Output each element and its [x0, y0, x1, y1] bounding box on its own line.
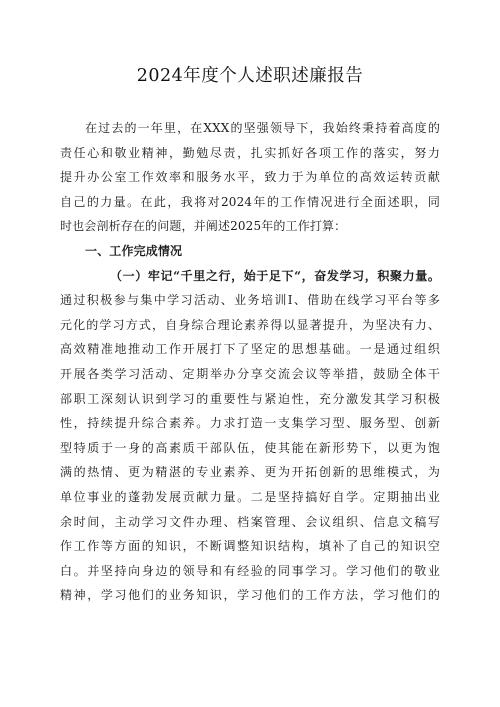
- paragraph-line: 满的热情、更为精湛的专业素养、更为开拓创新的思维模式，为: [60, 465, 440, 480]
- document-body: [60, 116, 440, 608]
- paragraph-line: 时也会剖析存在的问题，并阐述2025年的工作打算：: [60, 219, 347, 234]
- paragraph-line: 作工作等方面的知识，不断调整知识结构，填补了自己的知识空: [60, 539, 440, 554]
- paragraph-line: 在过去的一年里，在XXX的坚强领导下，我始终秉持着高度的: [85, 121, 440, 135]
- paragraph-line: 自己的力量。在此，我将对2024年的工作情况进行全面述职，同: [60, 194, 440, 209]
- paragraph-line: 元化的学习方式，自身综合理论素养得以显著提升，为坚决有力、: [60, 317, 440, 332]
- section-heading: 一、工作完成情况: [85, 243, 183, 258]
- paragraph-line: 精神，学习他们的业务知识，学习他们的工作方法，学习他们的: [60, 588, 440, 603]
- paragraph-line: 部职工深刻认识到学习的重要性与紧迫性，充分激发其学习积极: [60, 391, 440, 406]
- paragraph-line: 提升办公室工作效率和服务水平，致力于为单位的高效运转贡献: [60, 170, 440, 185]
- paragraph-line: 开展各类学习活动、定期举办分享交流会议等举措，鼓励全体干: [60, 366, 440, 381]
- paragraph-line: 责任心和敬业精神，勤勉尽责，扎实抓好各项工作的落实，努力: [60, 145, 440, 160]
- paragraph-line: 通过积极参与集中学习活动、业务培训I、借助在线学习平台等多: [60, 293, 440, 308]
- paragraph-line: 型特质于一身的高素质干部队伍，使其能在新形势下，以更为饱: [60, 440, 440, 455]
- paragraph-line: 单位事业的蓬勃发展贡献力量。二是坚持搞好自学。定期抽出业: [60, 489, 440, 504]
- document-title: 2024年度个人述职述廉报告: [136, 66, 364, 86]
- subsection-heading: （一）牢记“千里之行，始于足下“，奋发学习，积聚力量。: [110, 268, 440, 283]
- paragraph-line: 白。并坚持向身边的领导和有经验的同事学习。学习他们的敬业: [60, 563, 440, 578]
- paragraph-line: 余时间，主动学习文件办理、档案管理、会议组织、信息文稿写: [60, 514, 440, 529]
- paragraph-line: 高效精准地推动工作开展打下了坚定的思想基础。一是通过组织: [60, 342, 440, 357]
- paragraph-line: 性，持续提升综合素养。力求打造一支集学习型、服务型、创新: [60, 416, 440, 431]
